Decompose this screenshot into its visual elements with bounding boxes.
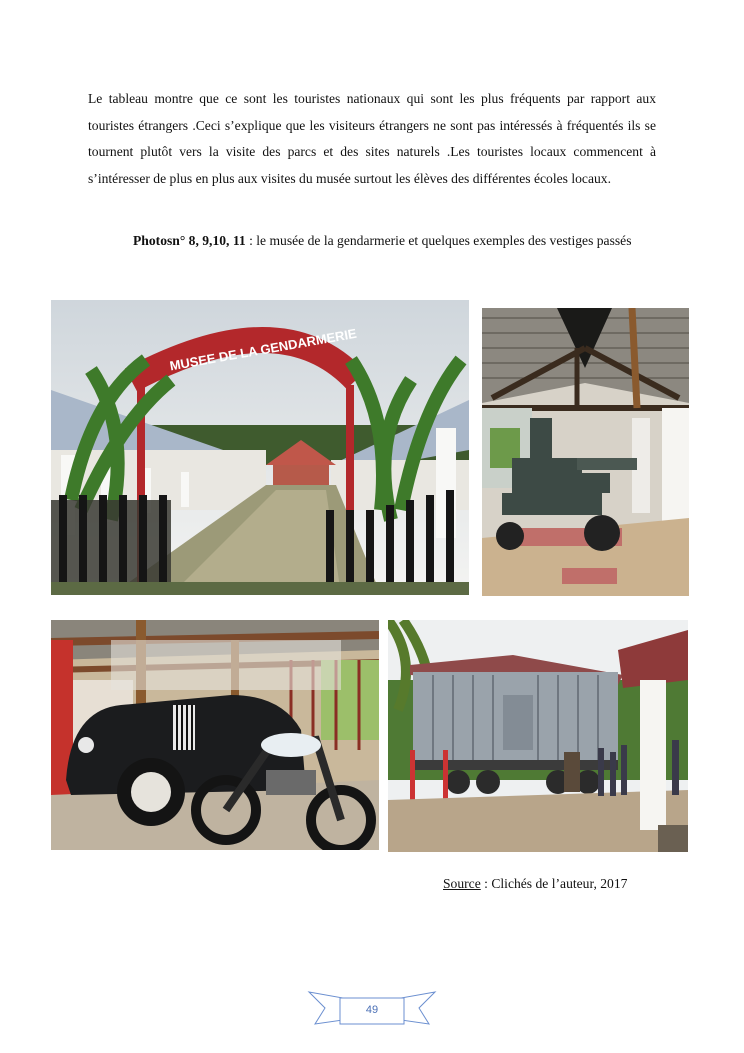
caption-label: Photosn° 8, 9,10, 11 <box>133 233 246 248</box>
source-credit <box>443 876 627 892</box>
photo-railway-wagon <box>388 620 688 852</box>
photo-caption <box>133 229 656 252</box>
page-number-banner <box>307 990 437 1028</box>
page-number: 49 <box>365 1004 379 1016</box>
caption-text: : le musée de la gendarmerie et quelques exemples des vestiges passés <box>245 233 632 248</box>
photo-museum-entrance <box>51 300 469 595</box>
source-text: : Clichés de l’auteur, 2017 <box>480 876 628 891</box>
photo-artillery-shed <box>482 308 689 596</box>
museum-sign-text: MUSEE DE LA GENDARMERIE <box>168 325 358 374</box>
source-label: Source <box>443 876 481 891</box>
photo-vintage-car <box>51 620 379 850</box>
body-paragraph: Le tableau montre que ce sont les touristes nationaux qui sont les plus fréquents par rapport aux touristes étrangers .Ceci s’explique que les visiteurs étrangers ne sont pas intéressés à fréquentés ils se tournent plutôt vers la visite des parcs et des sites naturels .Les touristes locaux commencent à s’intéresser de plus en plus aux visites du musée surtout les élèves des différentes écoles locaux. <box>88 91 656 186</box>
